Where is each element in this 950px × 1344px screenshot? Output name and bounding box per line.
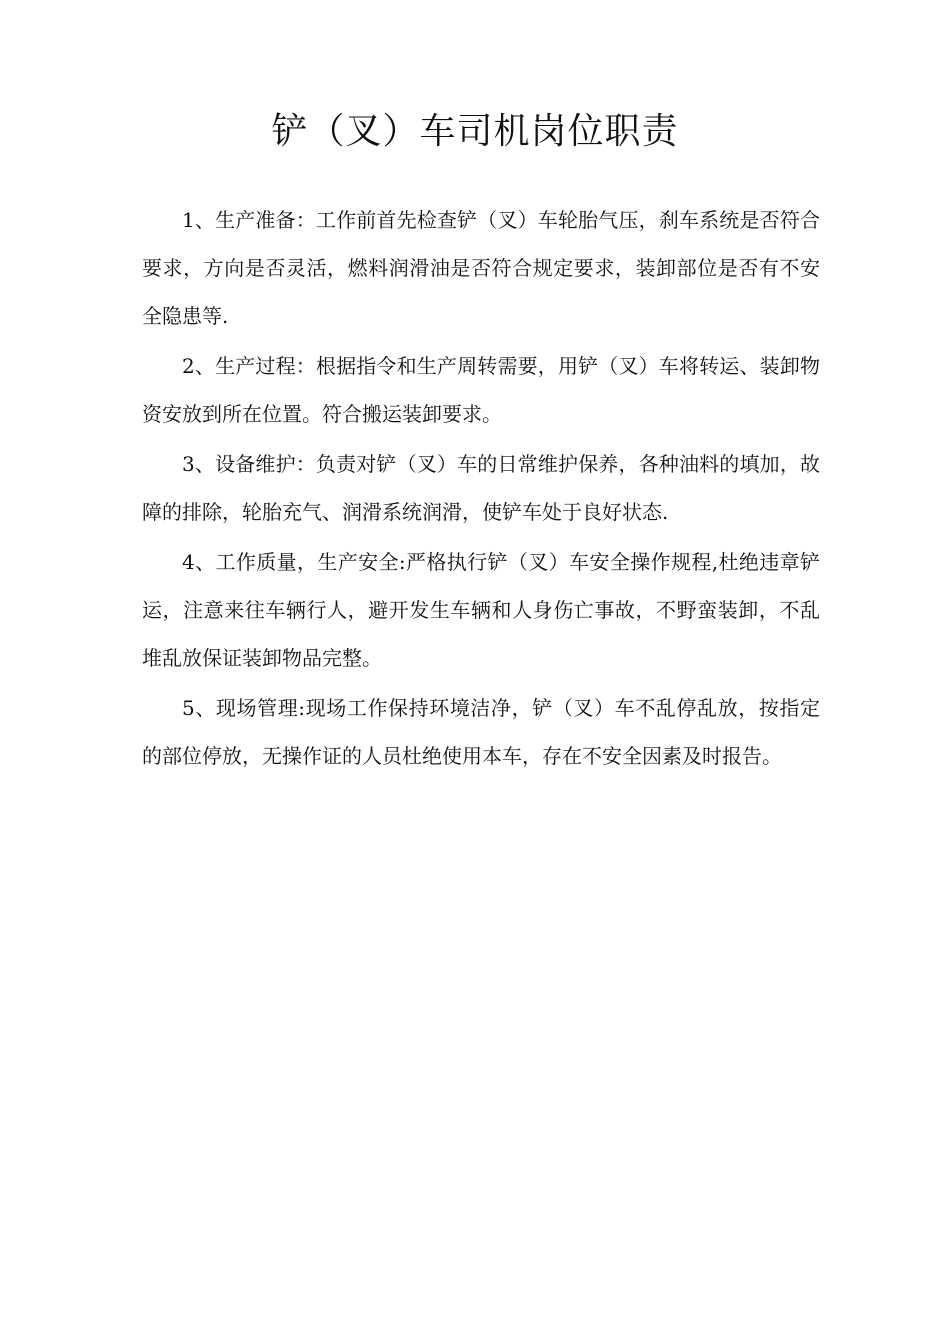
paragraph-equipment-maintenance: 3、设备维护：负责对铲（叉）车的日常维护保养，各种油料的填加，故障的排除，轮胎充气、润滑系统润滑，使铲车处于良好状态. xyxy=(142,452,820,524)
paragraph-site-management: 5、现场管理:现场工作保持环境洁净，铲（叉）车不乱停乱放，按指定的部位停放，无操作证的人员杜绝使用本车，存在不安全因素及时报告。 xyxy=(142,696,820,768)
paragraph-production-process: 2、生产过程：根据指令和生产周转需要，用铲（叉）车将转运、装卸物资安放到所在位置。符合搬运装卸要求。 xyxy=(142,354,820,426)
document-title: 铲（叉）车司机岗位职责 xyxy=(271,111,679,152)
paragraph-work-quality-safety: 4、工作质量，生产安全:严格执行铲（叉）车安全操作规程,杜绝违章铲运，注意来往车辆行人，避开发生车辆和人身伤亡事故，不野蛮装卸，不乱堆乱放保证装卸物品完整。 xyxy=(142,550,820,670)
document-body xyxy=(142,196,820,782)
paragraph-production-preparation: 1、生产准备：工作前首先检查铲（叉）车轮胎气压，刹车系统是否符合要求，方向是否灵活，燃料润滑油是否符合规定要求，装卸部位是否有不安全隐患等. xyxy=(142,208,820,328)
